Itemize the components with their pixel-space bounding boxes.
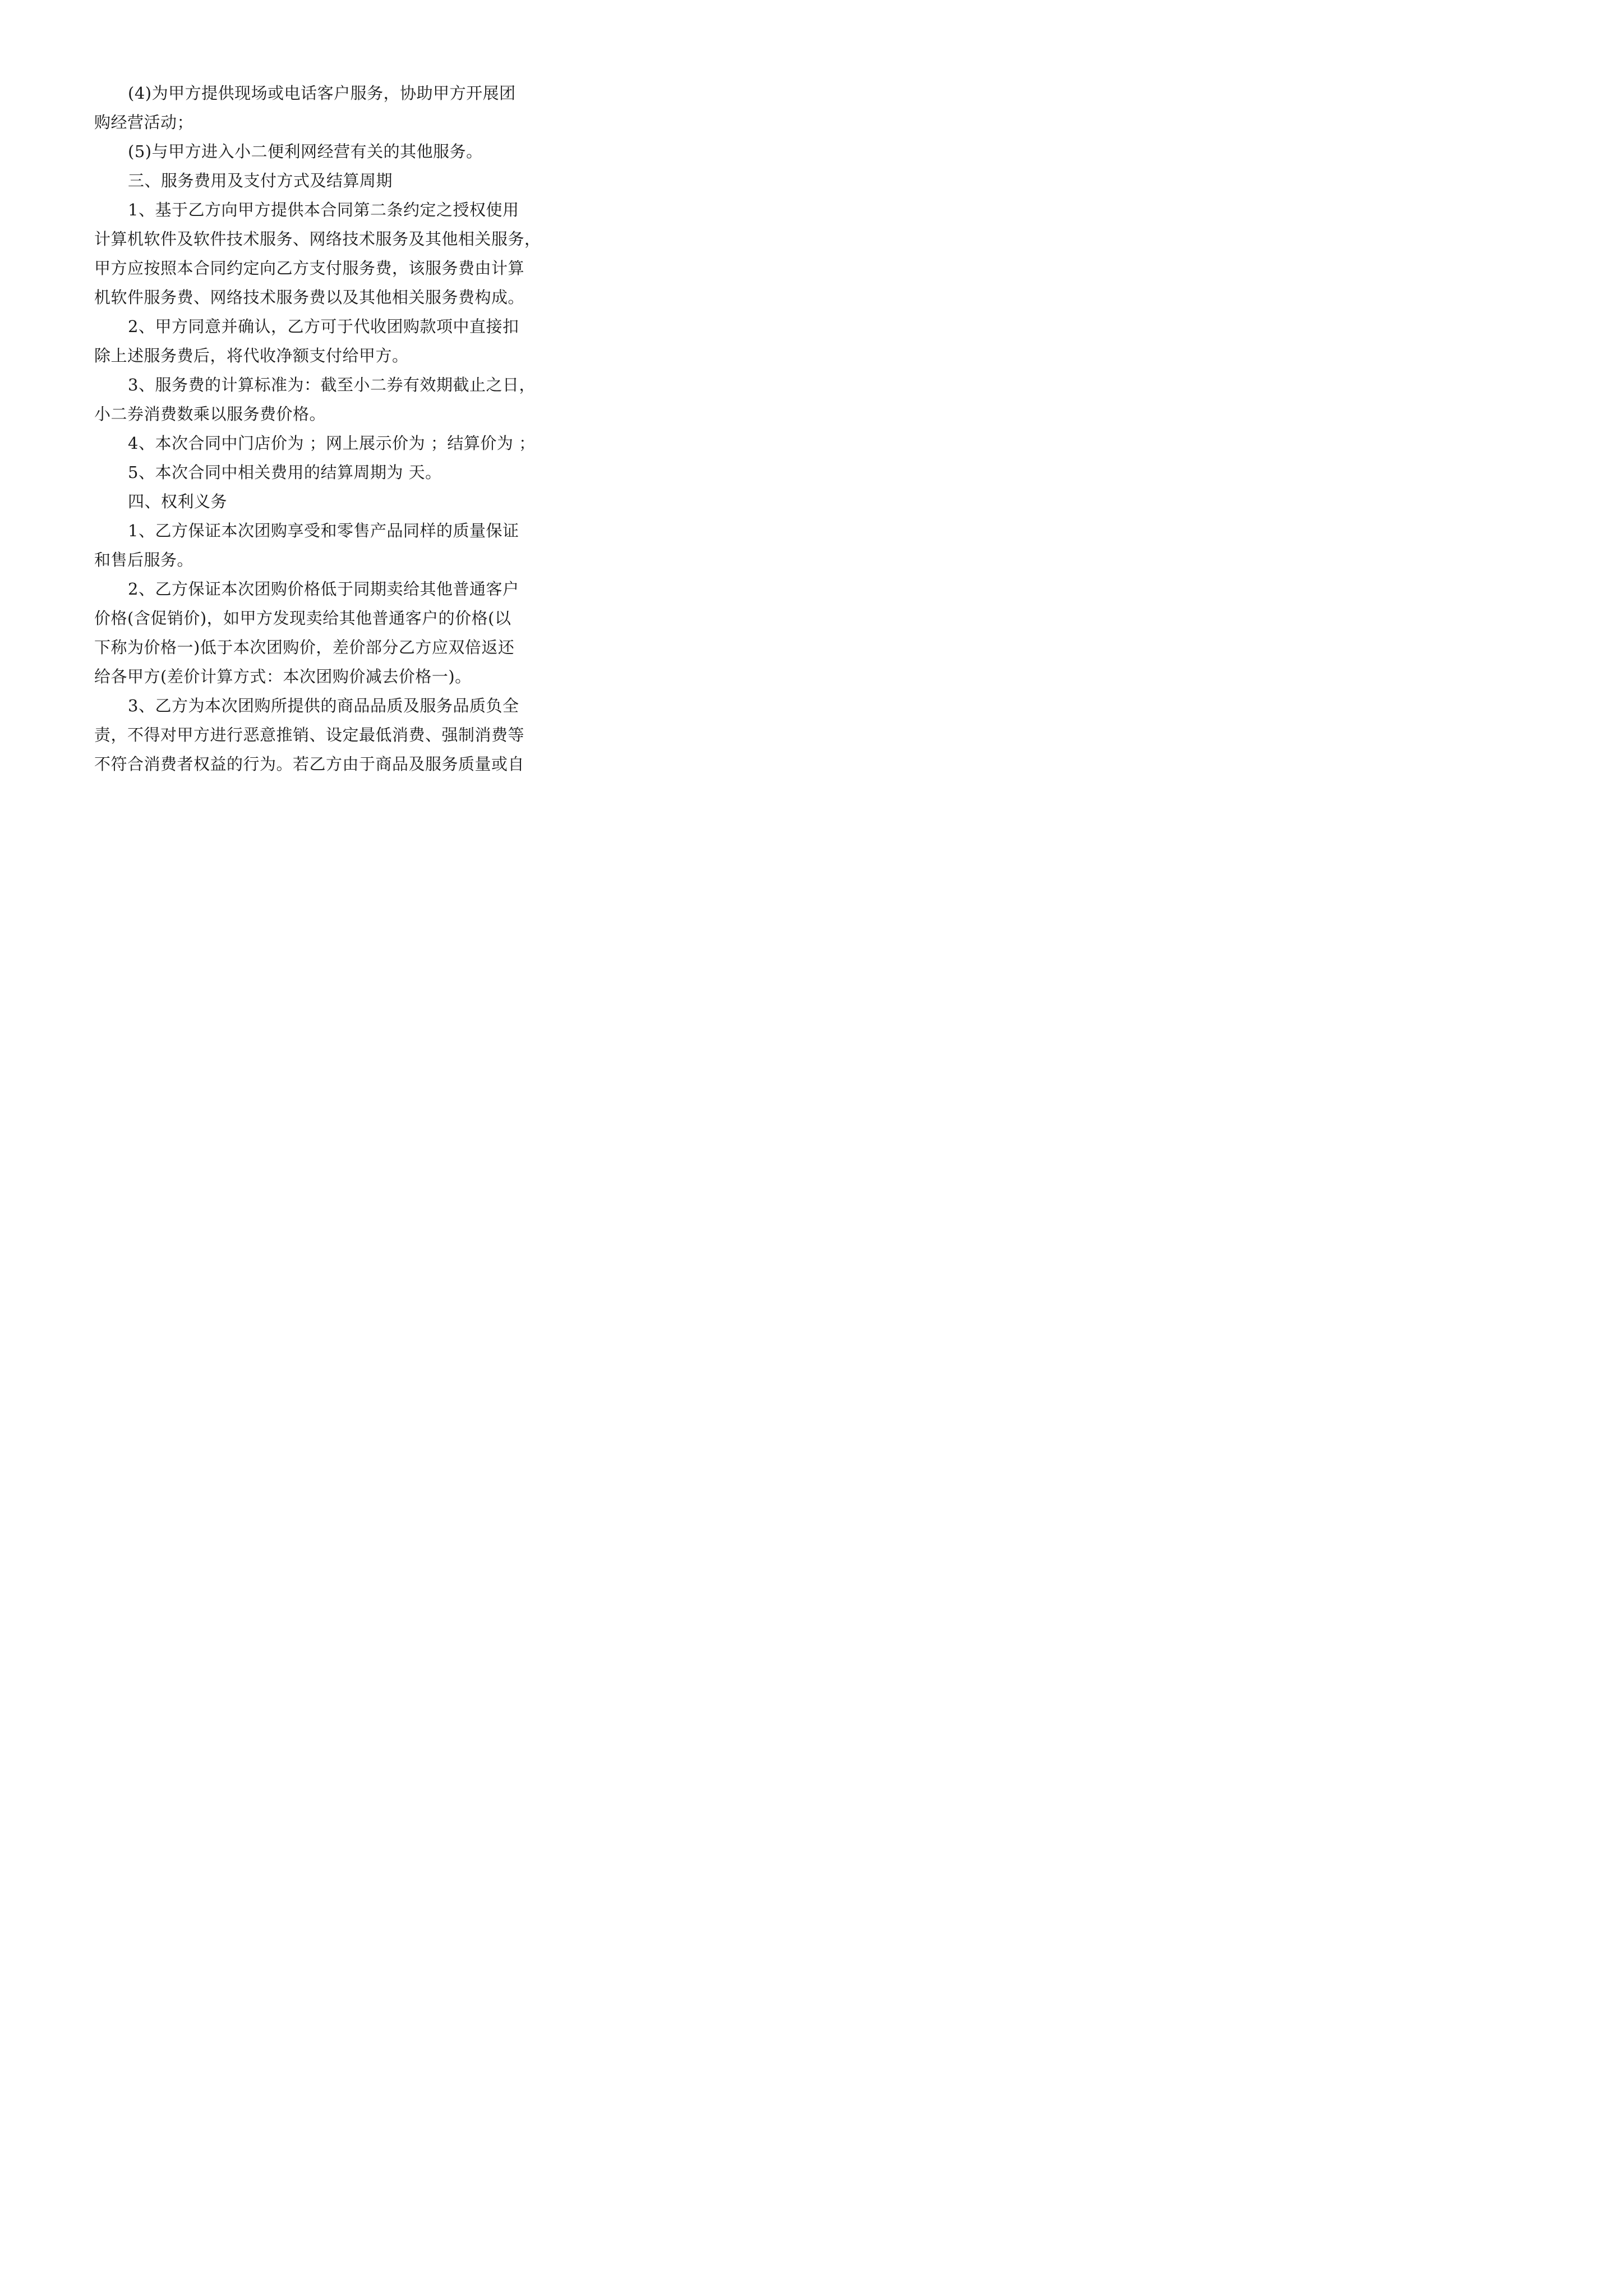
section-heading: 四、权利义务 — [128, 492, 228, 511]
section-heading: 三、服务费用及支付方式及结算周期 — [128, 171, 393, 190]
text-line: 不符合消费者权益的行为。若乙方由于商品及服务质量或自 — [94, 754, 525, 774]
text-line: 责，不得对甲方进行恶意推销、设定最低消费、强制消费等 — [94, 725, 525, 744]
text-line: 3、乙方为本次团购所提供的商品品质及服务品质负全 — [128, 696, 519, 715]
text-line: 价格(含促销价)，如甲方发现卖给其他普通客户的价格(以 — [94, 609, 511, 628]
text-line: 1、基于乙方向甲方提供本合同第二条约定之授权使用 — [128, 200, 519, 219]
text-line: 给各甲方(差价计算方式：本次团购价减去价格一)。 — [94, 667, 472, 686]
document-page — [0, 0, 626, 886]
text-line: 甲方应按照本合同约定向乙方支付服务费，该服务费由计算 — [94, 259, 525, 278]
text-line: 除上述服务费后，将代收净额支付给甲方。 — [94, 346, 409, 365]
text-line: 下称为价格一)低于本次团购价，差价部分乙方应双倍返还 — [94, 638, 515, 657]
text-line: 1、乙方保证本次团购享受和零售产品同样的质量保证 — [128, 521, 519, 540]
text-line: 2、甲方同意并确认，乙方可于代收团购款项中直接扣 — [128, 317, 519, 336]
text-line: 4、本次合同中门店价为 ；网上展示价为 ；结算价为 ； — [128, 434, 536, 453]
text-line: 计算机软件及软件技术服务、网络技术服务及其他相关服务， — [94, 229, 541, 249]
text-line: 机软件服务费、网络技术服务费以及其他相关服务费构成。 — [94, 288, 525, 307]
text-line: (4)为甲方提供现场或电话客户服务，协助甲方开展团 — [128, 84, 516, 103]
text-line: 和售后服务。 — [94, 550, 194, 569]
text-line: (5)与甲方进入小二便利网经营有关的其他服务。 — [128, 142, 483, 161]
text-line: 2、乙方保证本次团购价格低于同期卖给其他普通客户 — [128, 579, 519, 599]
text-line: 小二券消费数乘以服务费价格。 — [94, 404, 326, 424]
text-line: 购经营活动； — [94, 113, 194, 132]
text-line: 5、本次合同中相关费用的结算周期为 天。 — [128, 463, 442, 482]
text-line: 3、服务费的计算标准为：截至小二券有效期截止之日， — [128, 375, 536, 394]
